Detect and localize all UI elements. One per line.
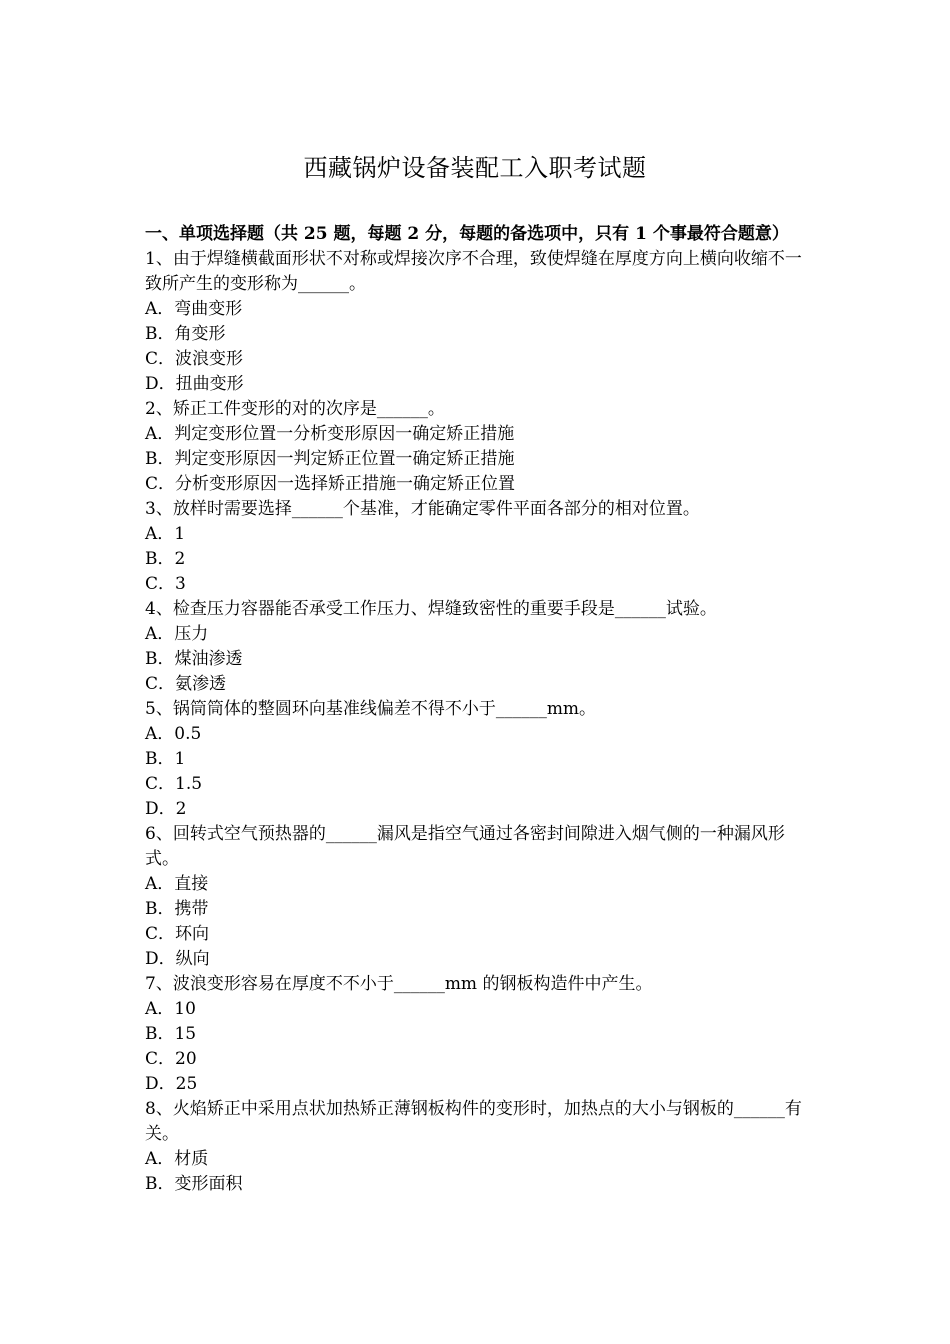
question-8 bbox=[145, 1097, 810, 1197]
option-a: A．弯曲变形 bbox=[145, 299, 243, 319]
option-a: A．0.5 bbox=[145, 724, 202, 744]
option-c: C．分析变形原因一选择矫正措施一确定矫正位置 bbox=[145, 474, 516, 494]
option-b: B．变形面积 bbox=[145, 1174, 243, 1194]
question-stem: 2、矫正工件变形的对的次序是______。 bbox=[145, 399, 445, 419]
option-a: A．压力 bbox=[145, 624, 209, 644]
question-5 bbox=[145, 697, 810, 822]
option-a: A．判定变形位置一分析变形原因一确定矫正措施 bbox=[145, 424, 515, 444]
option-d: D．扭曲变形 bbox=[145, 374, 244, 394]
question-stem: 3、放样时需要选择______个基准，才能确定零件平面各部分的相对位置。 bbox=[145, 499, 700, 519]
question-stem: 6、回转式空气预热器的______漏风是指空气通过各密封间隙进入烟气侧的一种漏风形式。 bbox=[145, 824, 785, 869]
option-c: C．1.5 bbox=[145, 774, 203, 794]
option-b: B．煤油渗透 bbox=[145, 649, 243, 669]
option-c: C．环向 bbox=[145, 924, 210, 944]
option-a: A．直接 bbox=[145, 874, 209, 894]
option-d: D．2 bbox=[145, 799, 187, 819]
option-b: B．判定变形原因一判定矫正位置一确定矫正措施 bbox=[145, 449, 515, 469]
question-1 bbox=[145, 247, 810, 397]
question-2 bbox=[145, 397, 810, 497]
option-c: C．波浪变形 bbox=[145, 349, 244, 369]
question-stem: 7、波浪变形容易在厚度不不小于______mm 的钢板构造件中产生。 bbox=[145, 974, 653, 994]
question-stem: 1、由于焊缝横截面形状不对称或焊接次序不合理，致使焊缝在厚度方向上横向收缩不一致所产生的变形称为______。 bbox=[145, 249, 802, 294]
question-stem: 8、火焰矫正中采用点状加热矫正薄钢板构件的变形时，加热点的大小与钢板的______有关。 bbox=[145, 1099, 802, 1144]
question-stem: 4、检查压力容器能否承受工作压力、焊缝致密性的重要手段是______试验。 bbox=[145, 599, 717, 619]
option-d: D．25 bbox=[145, 1074, 198, 1094]
option-d: D．纵向 bbox=[145, 949, 210, 969]
question-6 bbox=[145, 822, 810, 972]
question-3 bbox=[145, 497, 810, 597]
option-b: B．1 bbox=[145, 749, 186, 769]
option-c: C．3 bbox=[145, 574, 186, 594]
option-a: A．10 bbox=[145, 999, 196, 1019]
option-a: A．1 bbox=[145, 524, 186, 544]
section-heading: 一、单项选择题（共 25 题，每题 2 分，每题的备选项中，只有 1 个事最符合题意） bbox=[145, 224, 789, 244]
document-title: 西藏锅炉设备装配工入职考试题 bbox=[303, 154, 647, 182]
option-c: C．20 bbox=[145, 1049, 197, 1069]
option-c: C．氨渗透 bbox=[145, 674, 227, 694]
option-b: B．2 bbox=[145, 549, 186, 569]
question-7 bbox=[145, 972, 810, 1097]
option-a: A．材质 bbox=[145, 1149, 209, 1169]
option-b: B．15 bbox=[145, 1024, 197, 1044]
option-b: B．角变形 bbox=[145, 324, 226, 344]
exam-content bbox=[145, 222, 810, 1197]
question-stem: 5、锅筒筒体的整圆环向基准线偏差不得不小于______mm。 bbox=[145, 699, 597, 719]
option-b: B．携带 bbox=[145, 899, 209, 919]
question-4 bbox=[145, 597, 810, 697]
